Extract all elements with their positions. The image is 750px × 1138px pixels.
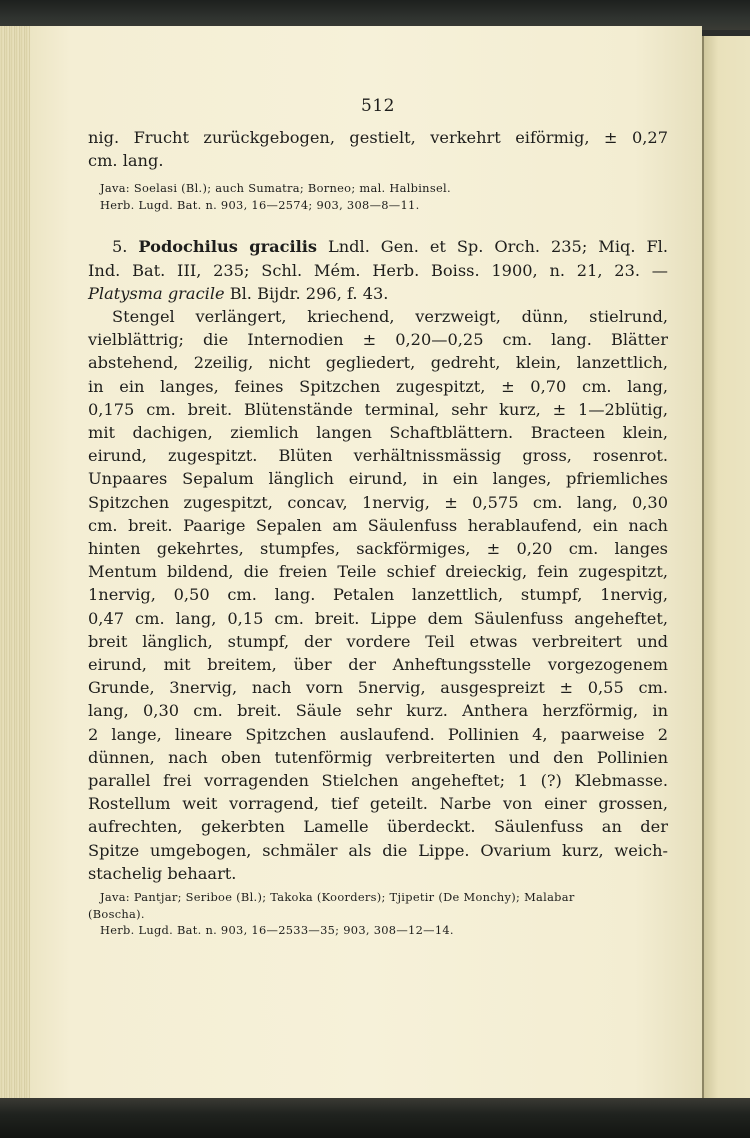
synonym-line: [88, 282, 668, 305]
synonym-name: Platysma gracile: [88, 283, 225, 303]
locality-line: Java: Soelasi (Bl.); auch Sumatra; Borneo; mal. Halbinsel.: [100, 181, 451, 196]
description-line: breit länglich, stumpf, der vordere Teil etwas verbreitert und: [88, 631, 668, 651]
description-line: in ein langes, feines Spitzchen zugespitzt, ± 0,70 cm. lang,: [88, 376, 668, 396]
herbarium-line: Herb. Lugd. Bat. n. 903, 16—2533—35; 903, 308—12—14.: [100, 923, 454, 938]
herbarium-line: Herb. Lugd. Bat. n. 903, 16—2574; 903, 308—8—11.: [100, 197, 420, 212]
description-line: mit dachigen, ziemlich langen Schaftblättern. Bracteen klein,: [88, 423, 668, 443]
description-paragraph: [88, 305, 668, 885]
description-line: eirund, zugespitzt. Blüten verhältnissmässig gross, rosenrot.: [88, 446, 668, 466]
description-line: Unpaares Sepalum länglich eirund, in ein langes, pfriemliches: [88, 469, 668, 489]
species-number: 5.: [112, 237, 128, 257]
description-line: Rostellum weit vorragend, tief geteilt. Narbe von einer grossen,: [88, 794, 668, 814]
intro-paragraph: [88, 126, 668, 172]
description-line: 2 lange, lineare Spitzchen auslaufend. Pollinien 4, paarweise 2: [88, 724, 668, 744]
adjacent-page-edge: [702, 36, 750, 1100]
description-line: lang, 0,30 cm. breit. Säule sehr kurz. Anthera herzförmig, in: [88, 701, 668, 721]
description-line: eirund, mit breitem, über der Anheftungsstelle vorgezogenem: [88, 655, 668, 675]
description-line: 1nervig, 0,50 cm. lang. Petalen lanzettlich, stumpf, 1nervig,: [88, 585, 668, 605]
description-line: aufrechten, gekerbten Lamelle überdeckt. Säulenfuss an der: [88, 817, 668, 837]
description-line: vielblättrig; die Internodien ± 0,20—0,25 cm. lang. Blätter: [88, 330, 668, 350]
description-line: dünnen, nach oben tutenförmig verbreiterten und den Pollinien: [88, 747, 668, 767]
text-line: cm. lang.: [88, 151, 164, 171]
description-line: stachelig behaart.: [88, 863, 237, 883]
description-line: hinten gekehrtes, stumpfes, sackförmiges, ± 0,20 cm. langes: [88, 539, 668, 559]
description-line: Grunde, 3nervig, nach vorn 5nervig, ausgespreizt ± 0,55 cm.: [88, 678, 668, 698]
description-line: Spitzchen zugespitzt, concav, 1nervig, ± 0,575 cm. lang, 0,30: [88, 492, 668, 512]
species-citation: Lndl. Gen. et Sp. Orch. 235; Miq. Fl.: [328, 237, 668, 257]
synonym-reference: Bl. Bijdr. 296, f. 43.: [229, 283, 389, 303]
description-line: Mentum bildend, die freien Teile schief dreieckig, fein zugespitzt,: [88, 562, 668, 582]
species-heading: [88, 235, 668, 305]
species-citation-line: Ind. Bat. III, 235; Schl. Mém. Herb. Boiss. 1900, n. 21, 23. —: [88, 260, 668, 280]
locality-line-continued: (Boscha).: [88, 906, 145, 921]
description-line: abstehend, 2zeilig, nicht gegliedert, gedreht, klein, lanzettlich,: [88, 353, 668, 373]
page-stack-edges: [0, 26, 33, 1102]
description-line: 0,47 cm. lang, 0,15 cm. breit. Lippe dem Säulenfuss angeheftet,: [88, 608, 668, 628]
description-line: parallel frei vorragenden Stielchen angeheftet; 1 (?) Klebmasse.: [88, 771, 668, 791]
description-line: Spitze umgebogen, schmäler als die Lippe. Ovarium kurz, weich-: [88, 840, 668, 860]
locality-line: Java: Pantjar; Seriboe (Bl.); Takoka (Koorders); Tjipetir (De Monchy); Malabar: [100, 890, 575, 905]
description-line: cm. breit. Paarige Sepalen am Säulenfuss herablaufend, ein nach: [88, 515, 668, 535]
species-heading-line: [88, 235, 668, 258]
book-bottom-edge: [0, 1098, 750, 1138]
page-text: [88, 96, 668, 939]
text-line: nig. Frucht zurückgebogen, gestielt, verkehrt eiförmig, ± 0,27: [88, 128, 668, 147]
description-line: Stengel verlängert, kriechend, verzweigt, dünn, stielrund,: [112, 307, 668, 327]
description-line: 0,175 cm. breit. Blütenstände terminal, sehr kurz, ± 1—2blütig,: [88, 399, 668, 419]
page-number: 512: [361, 96, 395, 116]
species-name: Podochilus gracilis: [138, 237, 318, 257]
